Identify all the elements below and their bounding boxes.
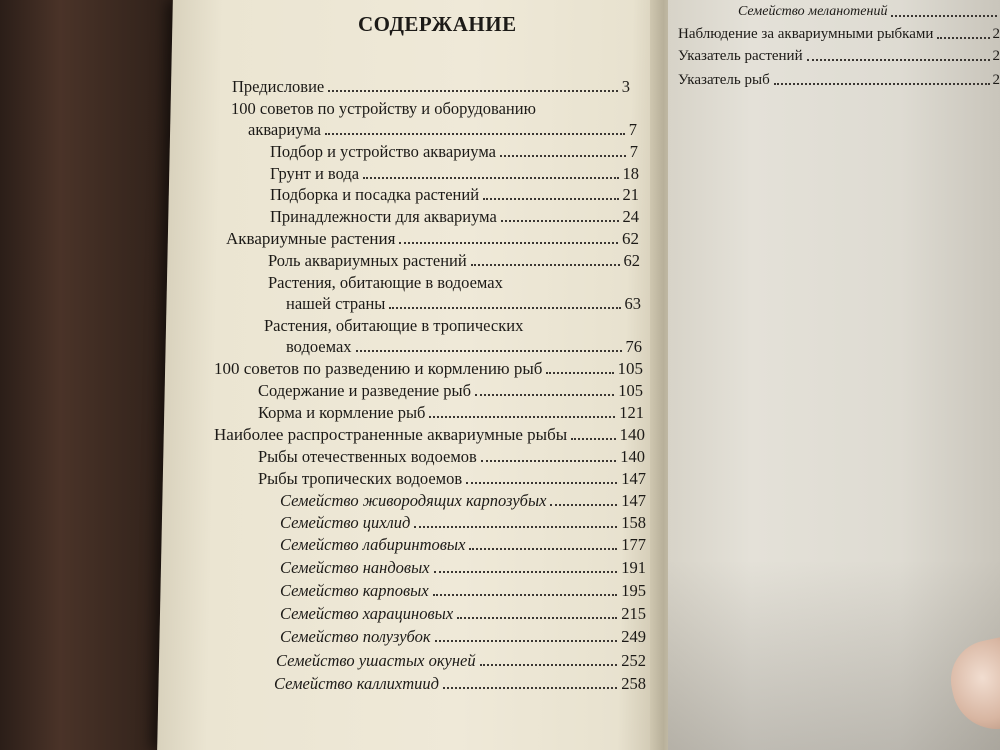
- entry-text: Растения, обитающие в водоемах: [268, 273, 503, 292]
- entry-page: 158: [621, 513, 646, 532]
- entry-text: Семейство живородящих карпозубых: [280, 491, 547, 510]
- leader-dots: [571, 438, 615, 440]
- leader-dots: [356, 350, 622, 352]
- toc-entry: [280, 601, 646, 625]
- entry-text: Указатель растений: [678, 48, 803, 64]
- toc-entry: [280, 578, 646, 602]
- entry-text: 100 советов по устройству и оборудованию: [231, 99, 536, 118]
- toc-entry: [258, 466, 646, 490]
- entry-page: 258: [621, 674, 646, 693]
- entry-page: 18: [622, 164, 639, 183]
- leader-dots: [937, 37, 989, 39]
- toc-entry: [270, 139, 638, 163]
- entry-text: Семейство ушастых окуней: [276, 651, 476, 670]
- entry-text: Принадлежности для аквариума: [270, 207, 497, 226]
- entry-text: Аквариумные растения: [226, 229, 396, 248]
- entry-text: Рыбы отечественных водоемов: [258, 447, 477, 466]
- entry-page: 252: [621, 651, 646, 670]
- entry-page: 249: [621, 627, 646, 646]
- toc-entry: [276, 648, 646, 672]
- toc-entry: [248, 117, 637, 141]
- leader-dots: [433, 594, 618, 596]
- toc-entry: [286, 334, 642, 358]
- toc-entry: [280, 624, 646, 648]
- leader-dots: [325, 133, 625, 135]
- entry-text: Рыбы тропических водоемов: [258, 469, 463, 488]
- entry-page: 62: [622, 229, 639, 248]
- leader-dots: [389, 307, 620, 309]
- leader-dots: [550, 504, 617, 506]
- entry-page: 76: [625, 337, 642, 356]
- leader-dots: [443, 687, 617, 689]
- entry-text: Наблюдение за аквариумными рыбками: [678, 26, 934, 42]
- toc-entry: [214, 356, 643, 380]
- leader-dots: [483, 198, 618, 200]
- toc-entry: [678, 44, 1000, 66]
- leader-dots: [774, 83, 990, 85]
- entry-page: 147: [621, 469, 646, 488]
- leader-dots: [429, 416, 615, 418]
- toc-entry: [214, 422, 645, 446]
- entry-page: 177: [621, 535, 646, 554]
- entry-page: 121: [619, 403, 644, 422]
- entry-text: Семейство меланотений: [738, 4, 888, 19]
- toc-entry: [232, 74, 630, 98]
- toc-entry: [678, 22, 1000, 44]
- entry-text: нашей страны: [286, 294, 386, 313]
- entry-page: 147: [621, 491, 646, 510]
- entry-text: Предисловие: [232, 77, 325, 96]
- entry-text: Семейство полузубок: [280, 627, 431, 646]
- toc-entry: [280, 510, 646, 534]
- leader-dots: [546, 372, 613, 374]
- page-shadow: [668, 560, 1000, 750]
- entry-text: Подборка и посадка растений: [270, 185, 480, 204]
- entry-page: 195: [621, 581, 646, 600]
- entry-text: Корма и кормление рыб: [258, 403, 426, 422]
- leader-dots: [435, 640, 618, 642]
- entry-text: Роль аквариумных растений: [268, 251, 467, 270]
- toc-entry: [738, 0, 1000, 22]
- leader-dots: [414, 526, 617, 528]
- toc-entry: [274, 671, 646, 695]
- leader-dots: [469, 548, 617, 550]
- toc-entry: [258, 444, 645, 468]
- entry-text: аквариума: [248, 120, 322, 139]
- entry-page: 215: [621, 604, 646, 623]
- entry-text: Семейство цихлид: [280, 513, 411, 532]
- entry-text: Семейство харациновых: [280, 604, 454, 623]
- entry-page: 191: [621, 558, 646, 577]
- entry-page: 2: [992, 72, 1000, 88]
- entry-page: 63: [624, 294, 641, 313]
- leader-dots: [434, 571, 618, 573]
- toc-entry: [226, 226, 639, 250]
- entry-text: 100 советов по разведению и кормлению рыб: [214, 359, 543, 378]
- entry-page: 21: [622, 185, 639, 204]
- entry-page: 105: [618, 381, 643, 400]
- leader-dots: [891, 15, 997, 17]
- entry-text: Указатель рыб: [678, 72, 770, 88]
- entry-text: Семейство нандовых: [280, 558, 430, 577]
- leader-dots: [807, 59, 990, 61]
- entry-text: Семейство каллихтиид: [274, 674, 439, 693]
- entry-page: 24: [622, 207, 639, 226]
- toc-entry: [280, 532, 646, 556]
- toc-entry: [270, 182, 639, 206]
- entry-text: водоемах: [286, 337, 352, 356]
- leader-dots: [481, 460, 616, 462]
- entry-page: 2: [992, 26, 1000, 42]
- toc-entry: [678, 68, 1000, 90]
- toc-entry: [268, 248, 640, 272]
- entry-text: Подбор и устройство аквариума: [270, 142, 496, 161]
- entry-text: Семейство карповых: [280, 581, 429, 600]
- leader-dots: [501, 220, 619, 222]
- entry-text: Грунт и вода: [270, 164, 360, 183]
- entry-page: 2: [992, 48, 1000, 64]
- leader-dots: [475, 394, 614, 396]
- leader-dots: [328, 90, 618, 92]
- entry-text: Семейство лабиринтовых: [280, 535, 466, 554]
- entry-page: 140: [620, 447, 645, 466]
- entry-page: 3: [621, 77, 630, 96]
- leader-dots: [480, 664, 618, 666]
- entry-text: Растения, обитающие в тропических: [264, 316, 524, 335]
- toc-entry: [270, 204, 639, 228]
- leader-dots: [399, 242, 618, 244]
- entry-page: 105: [617, 359, 643, 378]
- leader-dots: [500, 155, 626, 157]
- toc-title: СОДЕРЖАНИЕ: [358, 12, 517, 36]
- entry-page: 7: [629, 142, 638, 161]
- toc-entry: [286, 291, 641, 315]
- toc-entry: [280, 488, 646, 512]
- entry-page: 7: [628, 120, 637, 139]
- entry-text: Содержание и разведение рыб: [258, 381, 471, 400]
- leader-dots: [457, 617, 617, 619]
- leader-dots: [471, 264, 620, 266]
- entry-page: 62: [623, 251, 640, 270]
- toc-entry: [258, 378, 643, 402]
- leader-dots: [363, 177, 618, 179]
- toc-entry: [280, 555, 646, 579]
- entry-page: 140: [619, 425, 645, 444]
- entry-text: Наиболее распространенные аквариумные рыбы: [214, 425, 568, 444]
- toc-entry: [258, 400, 644, 424]
- leader-dots: [466, 482, 617, 484]
